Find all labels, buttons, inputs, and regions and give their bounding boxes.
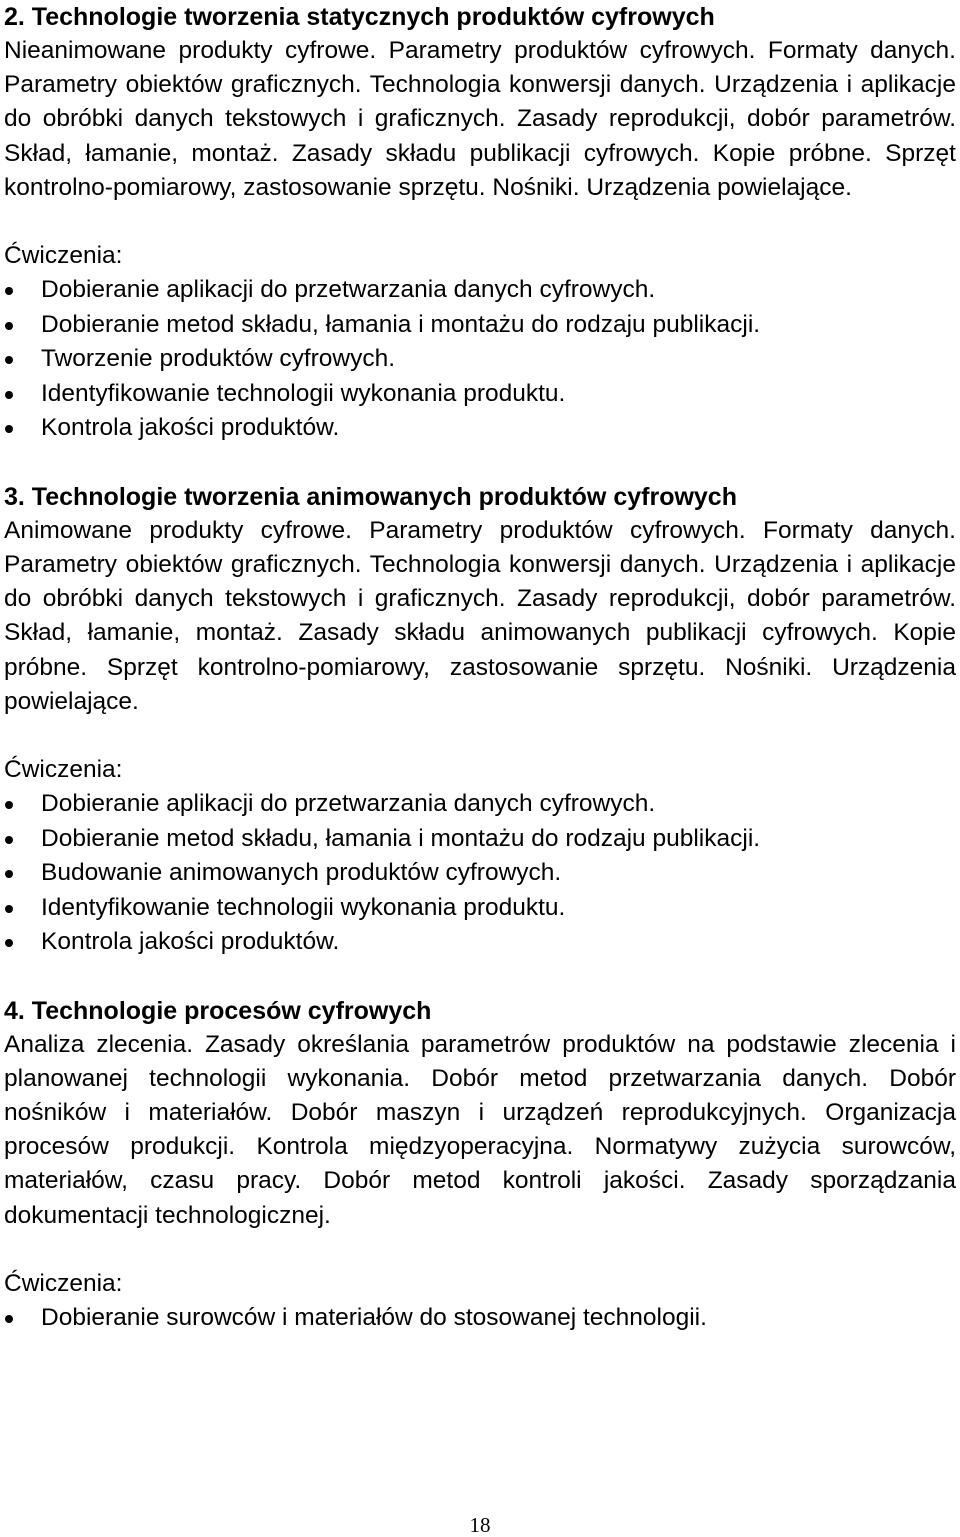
list-item: Budowanie animowanych produktów cyfrowych.: [4, 856, 956, 891]
section-heading: 3. Technologie tworzenia animowanych produktów cyfrowych: [4, 482, 737, 511]
bullet-icon: [5, 356, 13, 364]
bullet-icon: [5, 391, 13, 399]
list-item: Tworzenie produktów cyfrowych.: [4, 342, 956, 377]
section-heading: 2. Technologie tworzenia statycznych produktów cyfrowych: [4, 3, 715, 31]
exercise-list: [4, 1301, 956, 1336]
document-page: [4, 0, 956, 1336]
exercises-label: Ćwiczenia:: [4, 1269, 123, 1297]
list-item: Identyfikowanie technologii wykonania produktu.: [4, 377, 956, 412]
page-number: 18: [469, 1513, 491, 1537]
bullet-icon: [5, 939, 13, 947]
list-item: Dobieranie aplikacji do przetwarzania danych cyfrowych.: [4, 787, 956, 822]
section-4: [4, 994, 956, 1336]
exercises-label: Ćwiczenia:: [4, 755, 123, 783]
bullet-icon: [5, 870, 13, 878]
section-body: Nieanimowane produkty cyfrowe. Parametry produktów cyfrowych. Formaty danych. Parametry obiektów graficznych. Technologia konwersji danych. Urządzenia i aplikacje do obróbki danych tekstowych i graficznych. Zasady reprodukcji, dobór parametrów. Skład, łamanie, montaż. Zasady składu publikacji cyfrowych. Kopie próbne. Sprzęt kontrolno-pomiarowy, zastosowanie sprzętu. Nośniki. Urządzenia powielające.: [4, 37, 956, 201]
exercise-list: [4, 273, 956, 446]
section-3: [4, 480, 956, 994]
section-body: Animowane produkty cyfrowe. Parametry produktów cyfrowych. Formaty danych. Parametry obiektów graficznych. Technologia konwersji danych. Urządzenia i aplikacje do obróbki danych tekstowych i graficznych. Zasady reprodukcji, dobór parametrów. Skład, łamanie, montaż. Zasady składu animowanych publikacji cyfrowych. Kopie próbne. Sprzęt kontrolno-pomiarowy, zastosowanie sprzętu. Nośniki. Urządzenia powielające.: [4, 516, 956, 715]
list-item: Dobieranie metod składu, łamania i montażu do rodzaju publikacji.: [4, 308, 956, 343]
section-heading: 4. Technologie procesów cyfrowych: [4, 996, 432, 1025]
bullet-icon: [5, 905, 13, 913]
list-item: Kontrola jakości produktów.: [4, 411, 956, 446]
bullet-icon: [5, 836, 13, 844]
list-item: Dobieranie surowców i materiałów do stosowanej technologii.: [4, 1301, 956, 1336]
bullet-icon: [5, 801, 13, 809]
section-2: [4, 0, 956, 480]
list-item: Dobieranie metod składu, łamania i montażu do rodzaju publikacji.: [4, 822, 956, 857]
exercises-label: Ćwiczenia:: [4, 242, 123, 270]
bullet-icon: [5, 322, 13, 330]
bullet-icon: [5, 1315, 13, 1323]
bullet-icon: [5, 425, 13, 433]
list-item: Kontrola jakości produktów.: [4, 925, 956, 960]
bullet-icon: [5, 287, 13, 295]
section-body: Analiza zlecenia. Zasady określania parametrów produktów na podstawie zlecenia i planowanej technologii wykonania. Dobór metod przetwarzania danych. Dobór nośników i materiałów. Dobór maszyn i urządzeń reprodukcyjnych. Organizacja procesów produkcji. Kontrola międzyoperacyjna. Normatywy zużycia surowców, materiałów, czasu pracy. Dobór metod kontroli jakości. Zasady sporządzania dokumentacji technologicznej.: [4, 1030, 956, 1229]
exercise-list: [4, 787, 956, 960]
list-item: Dobieranie aplikacji do przetwarzania danych cyfrowych.: [4, 273, 956, 308]
list-item: Identyfikowanie technologii wykonania produktu.: [4, 891, 956, 926]
